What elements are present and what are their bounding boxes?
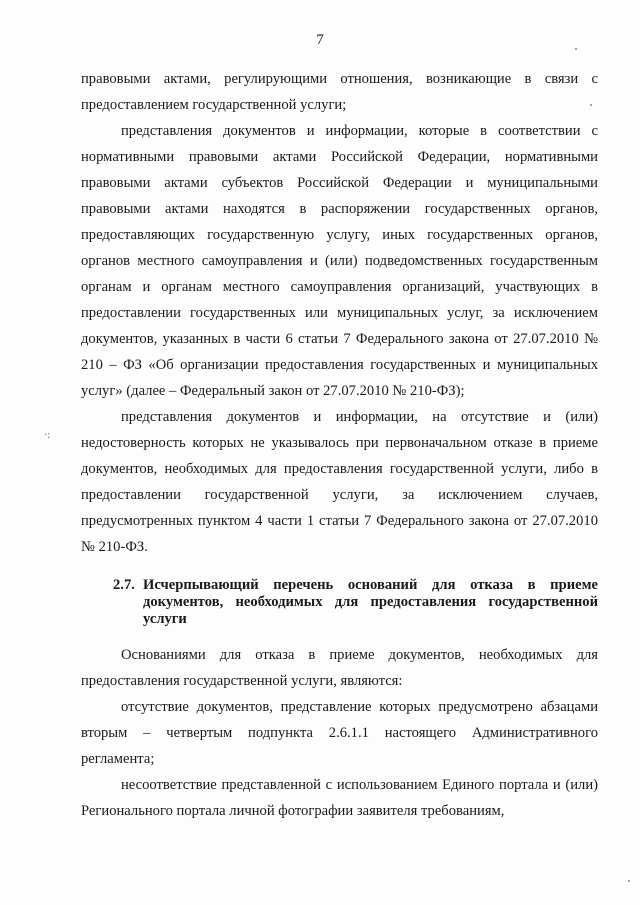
scan-speck [628,880,630,882]
paragraph: представления документов и информации, которые в соответствии с нормативными правовыми актами Российской Федерации, нормативными правовыми актами субъектов Российской Федерации и муниципальными правовыми актами находятся в распоряжении государственных органов, предоставляющих государственную услугу, иных государственных органов, органов местного самоуправления и (или) подведомственных государственным органам и органам местного самоуправления организаций, участвующих в предоставлении государственных или муниципальных услуг, за исключением документов, указанных в части 6 статьи 7 Федерального закона от 27.07.2010 № 210 – ФЗ «Об организации предоставления государственных и муниципальных услуг» (далее – Федеральный закон от 27.07.2010 № 210-ФЗ); [81,123,598,399]
paragraph: представления документов и информации, на отсутствие и (или) недостоверность которых не указывалось при первоначальном отказе в приеме документов, необходимых для предоставления государственной услуги, либо в предоставлении государственной услуги, за исключением случаев, предусмотренных пунктом 4 части 1 статьи 7 Федерального закона от 27.07.2010 № 210-ФЗ. [81,409,598,555]
section-number: 2.7. [113,577,135,593]
paragraph: Основаниями для отказа в приеме документов, необходимых для предоставления государственной услуги, являются: [81,647,598,689]
section-title: Исчерпывающий перечень оснований для отказа в приеме документов, необходимых для предоставления государственной услуги [143,577,598,627]
paragraph: несоответствие представленной с использованием Единого портала и (или) Регионального портала личной фотографии заявителя требованиям, [81,777,598,819]
page-number: 7 [316,32,324,48]
paragraph: правовыми актами, регулирующими отношения, возникающие в связи с предоставлением государственной услуги; [81,71,598,113]
paragraph: отсутствие документов, представление которых предусмотрено абзацами вторым – четвертым подпункта 2.6.1.1 настоящего Административного регламента; [81,699,598,767]
margin-mark: ·: [44,430,51,441]
scan-speck [575,48,577,50]
section-heading [113,577,598,628]
body-text-upper [81,66,598,560]
body-text-lower [81,642,598,824]
